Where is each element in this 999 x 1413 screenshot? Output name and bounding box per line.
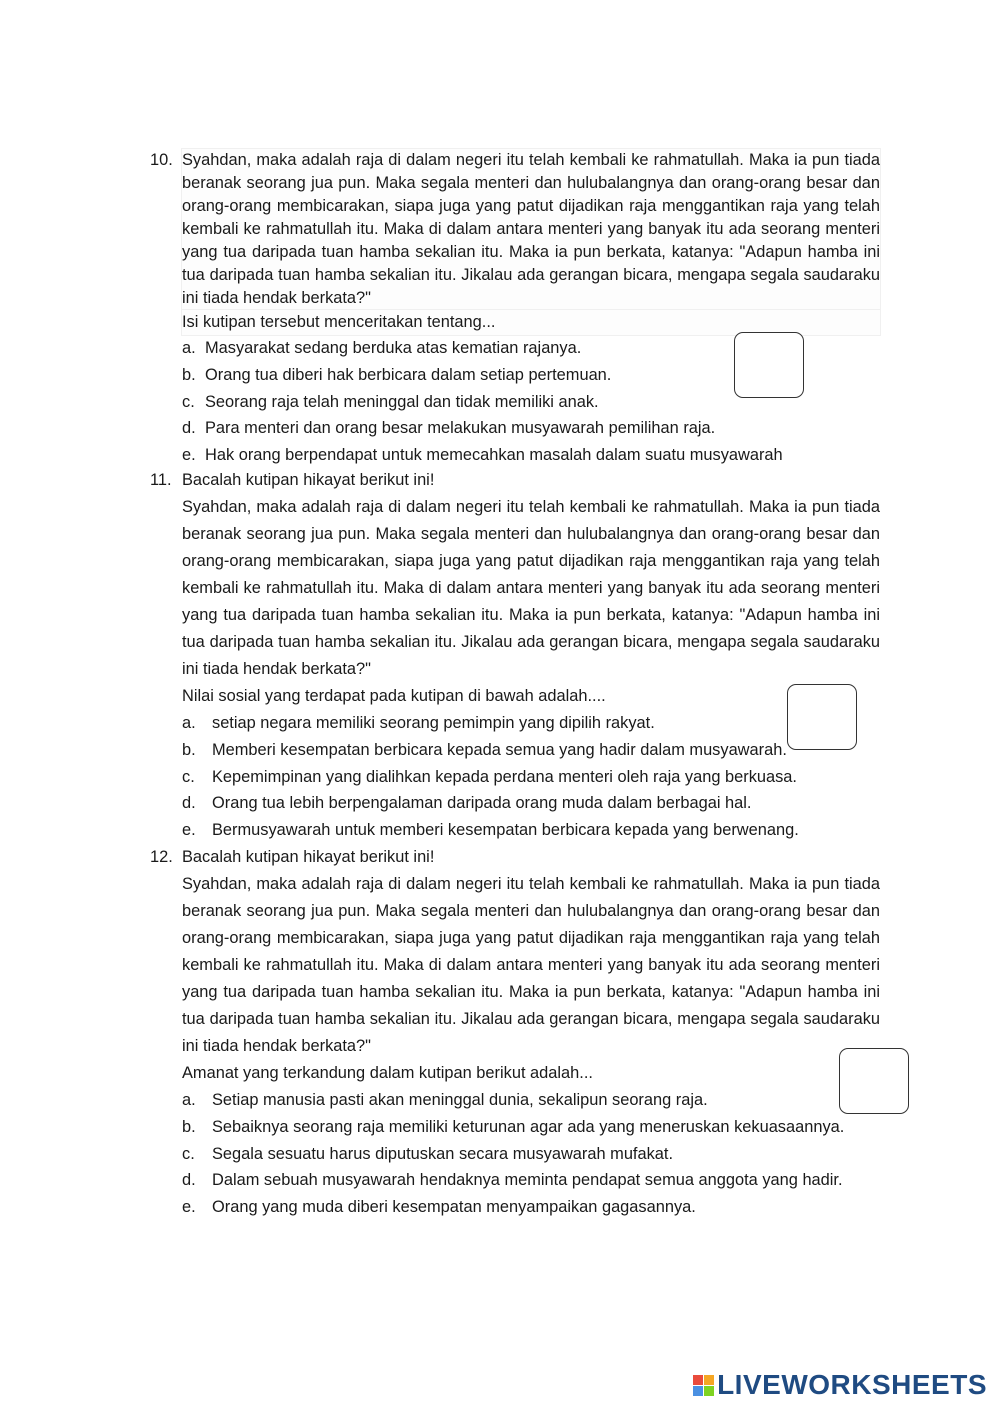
option-b xyxy=(182,1114,880,1141)
option-letter: b. xyxy=(182,740,196,759)
options-list xyxy=(182,710,880,844)
option-text: Memberi kesempatan berbicara kepada semua yang hadir dalam musyawarah. xyxy=(212,740,787,759)
question-11 xyxy=(150,467,880,844)
option-letter: b. xyxy=(182,1117,196,1136)
option-letter: c. xyxy=(182,1144,195,1163)
option-text: Hak orang berpendapat untuk memecahkan masalah dalam suatu musyawarah xyxy=(205,446,783,465)
logo-square-icon xyxy=(693,1375,703,1385)
option-text: Bermusyawarah untuk memberi kesempatan berbicara kepada yang berwenang. xyxy=(212,821,799,840)
option-text: Orang tua diberi hak berbicara dalam setiap pertemuan. xyxy=(205,365,612,384)
question-prompt: Nilai sosial yang terdapat pada kutipan di bawah adalah.... xyxy=(182,687,606,705)
option-a xyxy=(182,1087,880,1114)
option-text: Orang tua lebih berpengalaman daripada orang muda dalam berbagai hal. xyxy=(212,794,752,813)
question-prompt: Isi kutipan tersebut menceritakan tentang... xyxy=(182,310,880,335)
option-text: Dalam sebuah musyawarah hendaknya meminta pendapat semua anggota yang hadir. xyxy=(212,1171,843,1190)
option-letter: d. xyxy=(182,419,196,438)
option-letter: c. xyxy=(182,767,195,786)
option-a xyxy=(182,710,880,737)
option-d xyxy=(182,415,880,442)
option-e xyxy=(182,1194,880,1221)
option-text: Masyarakat sedang berduka atas kematian rajanya. xyxy=(205,339,582,357)
liveworksheets-logo xyxy=(693,1369,987,1401)
question-number: 11. xyxy=(150,471,172,489)
passage: Syahdan, maka adalah raja di dalam negeri itu telah kembali ke rahmatullah. Maka ia pun tiada beranak seorang jua pun. Maka segala menteri dan hulubalangnya dan orang-orang besar dan orang-orang membicarakan, siapa juga yang patut dijadikan raja menggantikan raja yang telah kembali ke rahmatullah itu. Maka di dalam antara menteri yang banyak itu ada seorang menteri yang tua daripada tuan hamba sekalian itu. Maka ia pun berkata, katanya: "Adapun hamba ini tua daripada tuan hamba sekalian itu. Jikalau ada gerangan bicara, mengapa segala saudaraku ini tiada hendak berkata?" xyxy=(182,875,880,1055)
question-12 xyxy=(150,844,880,1221)
answer-box-10[interactable] xyxy=(734,332,804,398)
passage: Syahdan, maka adalah raja di dalam negeri itu telah kembali ke rahmatullah. Maka ia pun tiada beranak seorang jua pun. Maka segala menteri dan hulubalangnya dan orang-orang besar dan orang-orang membicarakan, siapa juga yang patut dijadikan raja menggantikan raja yang telah kembali ke rahmatullah itu. Maka di dalam antara menteri yang banyak itu ada seorang menteri yang tua daripada tuan hamba sekalian itu. Maka ia pun berkata, katanya: "Adapun hamba ini tua daripada tuan hamba sekalian itu. Jikalau ada gerangan bicara, mengapa segala saudaraku ini tiada hendak berkata?" xyxy=(182,149,880,310)
option-letter: d. xyxy=(182,794,196,813)
option-e xyxy=(182,817,880,844)
question-intro: Bacalah kutipan hikayat berikut ini! xyxy=(182,471,435,489)
option-text: setiap negara memiliki seorang pemimpin yang dipilih rakyat. xyxy=(212,714,655,732)
option-text: Segala sesuatu harus diputuskan secara musyawarah mufakat. xyxy=(212,1144,674,1163)
option-text: Sebaiknya seorang raja memiliki keturunan agar ada yang meneruskan kekuasaannya. xyxy=(212,1117,845,1136)
option-d xyxy=(182,1167,880,1194)
question-intro: Bacalah kutipan hikayat berikut ini! xyxy=(182,848,435,866)
option-text: Kepemimpinan yang dialihkan kepada perdana menteri oleh raja yang berkuasa. xyxy=(212,767,797,786)
option-letter: b. xyxy=(182,365,196,384)
question-prompt: Amanat yang terkandung dalam kutipan berikut adalah... xyxy=(182,1064,593,1082)
options-list xyxy=(182,1087,880,1221)
answer-box-11[interactable] xyxy=(787,684,857,750)
question-10 xyxy=(150,149,880,469)
option-c xyxy=(182,1141,880,1168)
option-text: Setiap manusia pasti akan meninggal dunia, sekalipun seorang raja. xyxy=(212,1091,708,1109)
option-b xyxy=(182,737,880,764)
option-letter: e. xyxy=(182,1198,196,1217)
option-letter: e. xyxy=(182,446,196,465)
answer-box-12[interactable] xyxy=(839,1048,909,1114)
option-text: Para menteri dan orang besar melakukan musyawarah pemilihan raja. xyxy=(205,419,716,438)
option-letter: c. xyxy=(182,392,195,411)
option-letter: a. xyxy=(182,714,196,732)
logo-square-icon xyxy=(704,1386,714,1396)
passage: Syahdan, maka adalah raja di dalam negeri itu telah kembali ke rahmatullah. Maka ia pun tiada beranak seorang jua pun. Maka segala menteri dan hulubalangnya dan orang-orang besar dan orang-orang membicarakan, siapa juga yang patut dijadikan raja menggantikan raja yang telah kembali ke rahmatullah itu. Maka di dalam antara menteri yang banyak itu ada seorang menteri yang tua daripada tuan hamba sekalian itu. Maka ia pun berkata, katanya: "Adapun hamba ini tua daripada tuan hamba sekalian itu. Jikalau ada gerangan bicara, mengapa segala saudaraku ini tiada hendak berkata?" xyxy=(182,498,880,678)
option-text: Seorang raja telah meninggal dan tidak memiliki anak. xyxy=(205,392,599,411)
question-number: 12. xyxy=(150,848,173,866)
option-letter: e. xyxy=(182,821,196,840)
option-letter: a. xyxy=(182,339,196,357)
logo-grid-icon xyxy=(693,1375,714,1396)
logo-square-icon xyxy=(704,1375,714,1385)
option-letter: d. xyxy=(182,1171,196,1190)
logo-square-icon xyxy=(693,1386,703,1396)
option-c xyxy=(182,764,880,791)
option-letter: a. xyxy=(182,1091,196,1109)
brand-text: LIVEWORKSHEETS xyxy=(717,1369,987,1400)
option-e xyxy=(182,442,880,469)
option-d xyxy=(182,790,880,817)
option-text: Orang yang muda diberi kesempatan menyampaikan gagasannya. xyxy=(212,1198,696,1217)
question-number: 10. xyxy=(150,151,173,169)
